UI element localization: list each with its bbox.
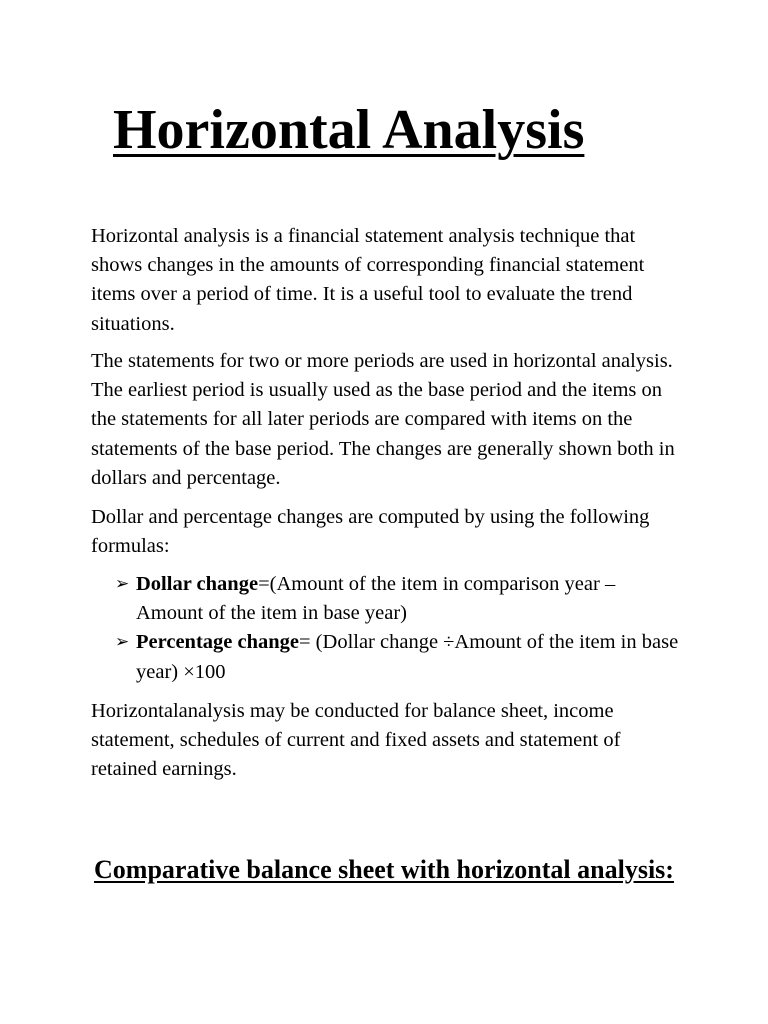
section-heading: Comparative balance sheet with horizontal analysis: bbox=[94, 855, 674, 884]
conducted-for-paragraph: Horizontalanalysis may be conducted for balance sheet, income statement, schedules of current and fixed assets and statement of retained earnings. bbox=[91, 700, 621, 781]
list-item bbox=[115, 628, 685, 686]
formula-definition: = (Dollar change ÷Amount of the item in base year) ×100 bbox=[136, 631, 679, 683]
formula-list bbox=[115, 570, 685, 687]
arrow-bullet-icon: ➢ bbox=[115, 632, 130, 653]
arrow-bullet-icon: ➢ bbox=[115, 574, 130, 594]
page-title: Horizontal Analysis bbox=[113, 99, 585, 161]
formula-term: Dollar change bbox=[136, 573, 259, 595]
base-period-paragraph: The statements for two or more periods are used in horizontal analysis. The earliest period is usually used as the base period and the items on the statements for all later periods are compared with items on the statements of the base period. The changes are generally shown both in dollars and percentage. bbox=[91, 350, 675, 489]
formula-term: Percentage change bbox=[136, 631, 299, 654]
formula-definition: =(Amount of the item in comparison year – Amount of the item in base year) bbox=[136, 573, 616, 625]
formulas-intro-paragraph: Dollar and percentage changes are computed by using the following formulas: bbox=[91, 506, 650, 558]
list-item bbox=[115, 570, 685, 628]
intro-paragraph: Horizontal analysis is a financial statement analysis technique that shows changes in the amounts of corresponding financial statement items over a period of time. It is a useful tool to evaluate the trend situations. bbox=[91, 225, 645, 335]
